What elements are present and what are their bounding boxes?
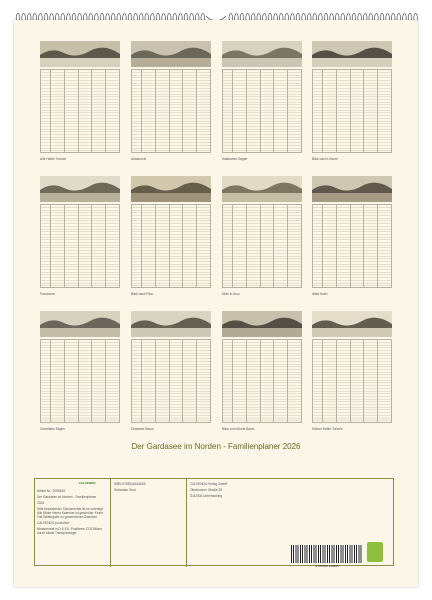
month-panel (40, 311, 120, 435)
month-photo (222, 176, 302, 202)
photo-caption: Einsamer Baum (131, 427, 154, 431)
month-panel (222, 311, 302, 435)
planner-table (131, 339, 211, 423)
month-panel (131, 311, 211, 435)
barcode-digits: 9 783516 434826 (315, 564, 339, 568)
lake-photo (40, 41, 120, 67)
eco-label-icon (367, 542, 383, 562)
month-photo (131, 176, 211, 202)
planner-table (312, 69, 392, 153)
photo-caption: Gutmütten Segler (40, 427, 65, 431)
month-panel (312, 311, 392, 435)
month-panel (222, 41, 302, 165)
calendar-title: Der Gardasee im Norden - Familienplaner 2026 (131, 442, 301, 451)
lake-photo (222, 311, 302, 337)
photo-caption: Kleiner Hafen Torbole (312, 427, 343, 431)
imprint-line: ISBN 9783516434826 (114, 482, 146, 486)
imprint-line: Artikel Nr.: 2059525 (37, 489, 65, 493)
photo-caption: Blick nach Riva (131, 292, 153, 296)
imprint-line: Sebastian Rost (114, 488, 136, 492)
imprint-column-1 (35, 479, 111, 567)
photo-caption: Kalamaren Segler (222, 157, 248, 161)
lake-photo (222, 41, 302, 67)
month-photo (312, 41, 392, 67)
photo-caption: Mole in Arco (222, 292, 240, 296)
barcode (291, 545, 363, 563)
photo-caption: Altes Hotel (312, 292, 328, 296)
imprint-line: CALVENDO produziert (37, 521, 70, 525)
month-photo (222, 311, 302, 337)
photo-caption: Alte Hafen Torbole (40, 157, 67, 161)
imprint-line: CALVENDO Verlag GmbH (190, 482, 228, 486)
month-panel (131, 176, 211, 300)
photo-caption: Autotunnel (131, 157, 147, 161)
planner-table (40, 204, 120, 288)
month-panel (312, 41, 392, 165)
lake-photo (40, 311, 120, 337)
planner-table (222, 204, 302, 288)
photo-caption: Blick zum Monte Baldo (222, 427, 255, 431)
month-photo (40, 176, 120, 202)
month-photo (40, 311, 120, 337)
month-panel (40, 176, 120, 300)
planner-table (40, 69, 120, 153)
planner-table (312, 204, 392, 288)
month-panel (131, 41, 211, 165)
planner-table (222, 69, 302, 153)
calvendo-logo: CALVENDO (79, 481, 96, 485)
month-photo (222, 41, 302, 67)
month-photo (312, 311, 392, 337)
photo-caption: Panorama (40, 292, 55, 296)
month-panel (312, 176, 392, 300)
month-photo (131, 41, 211, 67)
month-panel (40, 41, 120, 165)
month-panel (222, 176, 302, 300)
imprint-line: Hilfe bezahlender Schutzrechte ist es unterlegt. Alle Bilder hierzu Kalender ist geschützt. Keine Fall-Weitergabe zu gewerblichen Zwecken. (37, 507, 104, 519)
lake-photo (222, 176, 302, 202)
lake-photo (131, 41, 211, 67)
imprint-line: Ottobrunner Straße 39 (190, 488, 222, 492)
lake-photo (40, 176, 120, 202)
planner-table (312, 339, 392, 423)
lake-photo (131, 311, 211, 337)
lake-photo (131, 176, 211, 202)
planner-table (131, 204, 211, 288)
imprint-line: Der Gardasee im Norden - Familienplaner (37, 495, 97, 499)
planner-table (131, 69, 211, 153)
imprint-line: D-82008 Unterhaching (190, 494, 223, 498)
photo-caption: Blick nach Limone (312, 157, 338, 161)
month-photo (40, 41, 120, 67)
imprint-line: klimaneutral in D & EU. Positivere CO2-Bilanz durch lokale Transportwege. (37, 527, 103, 535)
month-photo (312, 176, 392, 202)
imprint-column-2 (111, 479, 187, 567)
lake-photo (312, 311, 392, 337)
lake-photo (312, 41, 392, 67)
planner-table (40, 339, 120, 423)
lake-photo (312, 176, 392, 202)
planner-table (222, 339, 302, 423)
month-photo (131, 311, 211, 337)
imprint-line: 2026 (37, 501, 45, 505)
